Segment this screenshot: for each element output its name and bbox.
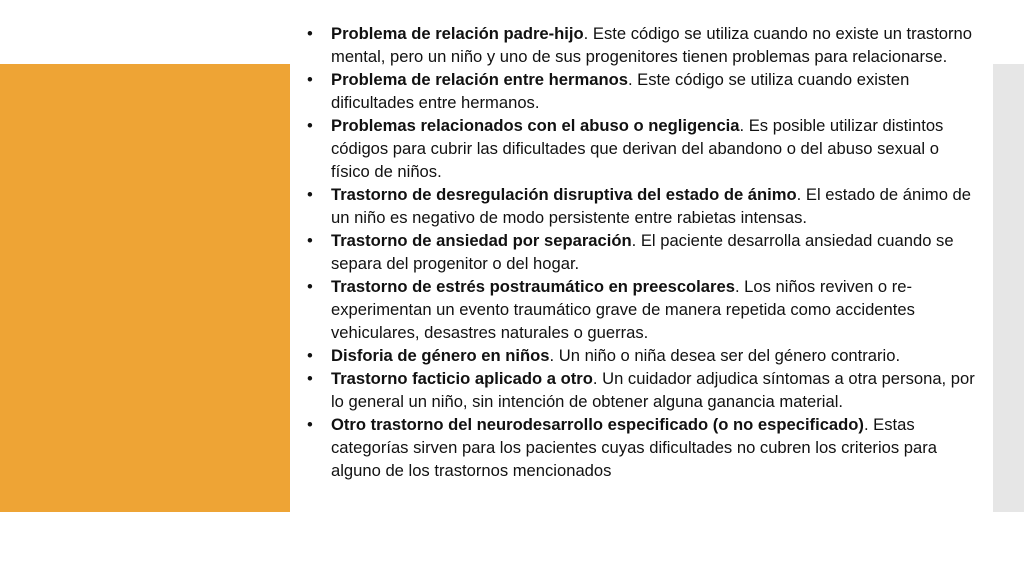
- slide-content: [305, 22, 977, 482]
- bullet-icon: •: [307, 70, 313, 89]
- item-description: . Un niño o niña desea ser del género contrario.: [549, 346, 901, 365]
- item-description: . El estado de ánimo de un niño es negativo de modo persistente entre rabietas intensas.: [331, 185, 972, 227]
- item-term: Problema de relación entre hermanos: [331, 70, 628, 89]
- bullet-icon: •: [307, 415, 313, 434]
- list-item: [305, 344, 977, 367]
- item-term: Disforia de género en niños: [331, 346, 550, 365]
- bullet-icon: •: [307, 231, 313, 250]
- bullet-icon: •: [307, 277, 313, 296]
- item-term: Trastorno facticio aplicado a otro: [331, 369, 593, 388]
- bullet-list: [305, 22, 977, 482]
- accent-block: [0, 64, 290, 512]
- item-term: Problema de relación padre-hijo: [331, 24, 584, 43]
- bullet-icon: •: [307, 24, 313, 43]
- right-side-bar: [993, 64, 1024, 512]
- list-item: [305, 367, 977, 413]
- bullet-icon: •: [307, 369, 313, 388]
- item-term: Trastorno de desregulación disruptiva del estado de ánimo: [331, 185, 797, 204]
- list-item: [305, 275, 977, 344]
- list-item: [305, 114, 977, 183]
- item-description: . Un cuidador adjudica síntomas a otra persona, por lo general un niño, sin intención de obtener alguna ganancia material.: [331, 369, 975, 411]
- item-description: . Este código se utiliza cuando existen dificultades entre hermanos.: [331, 70, 910, 112]
- list-item: [305, 22, 977, 68]
- item-description: . Estas categorías sirven para los pacientes cuyas dificultades no cubren los criterios para alguno de los trastornos mencionados: [331, 415, 937, 480]
- item-description: . Es posible utilizar distintos códigos para cubrir las dificultades que derivan del abandono o del abuso sexual o físico de niños.: [331, 116, 944, 181]
- item-term: Trastorno de estrés postraumático en preescolares: [331, 277, 735, 296]
- bullet-icon: •: [307, 346, 313, 365]
- item-description: . Los niños reviven o re-experimentan un evento traumático grave de manera repetida como accidentes vehiculares, desastres naturales o guerras.: [331, 277, 915, 342]
- item-description: . El paciente desarrolla ansiedad cuando se separa del progenitor o del hogar.: [331, 231, 954, 273]
- list-item: [305, 229, 977, 275]
- list-item: [305, 413, 977, 482]
- item-term: Otro trastorno del neurodesarrollo especificado (o no especificado): [331, 415, 864, 434]
- item-term: Trastorno de ansiedad por separación: [331, 231, 632, 250]
- item-term: Problemas relacionados con el abuso o negligencia: [331, 116, 740, 135]
- item-description: . Este código se utiliza cuando no existe un trastorno mental, pero un niño y uno de sus progenitores tienen problemas para relacionarse.: [331, 24, 973, 66]
- bullet-icon: •: [307, 185, 313, 204]
- list-item: [305, 68, 977, 114]
- bullet-icon: •: [307, 116, 313, 135]
- list-item: [305, 183, 977, 229]
